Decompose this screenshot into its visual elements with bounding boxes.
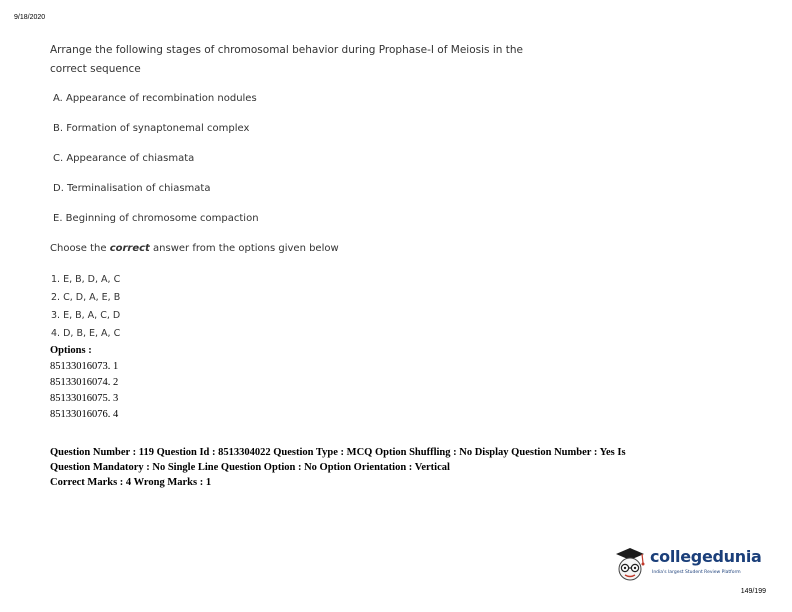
answer-option-3: 3. E, B, A, C, D [51,310,121,321]
answer-option-2: 2. C, D, A, E, B [51,292,121,303]
question-text-line-1: Arrange the following stages of chromosomal behavior during Prophase-I of Meiosis in the [50,44,523,56]
brand-name: collegedunia [650,547,762,566]
question-meta-line-3: Correct Marks : 4 Wrong Marks : 1 [50,477,212,488]
choose-prefix: Choose the [50,243,110,254]
statement-d: D. Terminalisation of chiasmata [53,183,211,194]
mascot-icon [612,545,648,585]
brand-tagline: India's largest Student Review Platform [652,570,741,575]
statement-b: B. Formation of synaptonemal complex [53,123,250,134]
question-text-line-2: correct sequence [50,63,141,75]
collegedunia-logo [612,545,772,585]
statement-e: E. Beginning of chromosome compaction [53,213,259,224]
option-code-3: 85133016075. 3 [50,393,119,404]
print-date: 9/18/2020 [14,14,46,21]
choose-emphasis: correct [109,243,150,254]
question-meta-line-1: Question Number : 119 Question Id : 8513304022 Question Type : MCQ Option Shuffling : No Display Question Number : Yes Is [50,447,626,458]
page-number: 149/199 [740,588,766,595]
statement-a: A. Appearance of recombination nodules [53,93,257,104]
option-code-2: 85133016074. 2 [50,377,119,388]
answer-option-4: 4. D, B, E, A, C [51,328,121,339]
choose-suffix: answer from the options given below [149,243,339,254]
answer-option-1: 1. E, B, D, A, C [51,274,121,285]
option-code-1: 85133016073. 1 [50,361,119,372]
statement-c: C. Appearance of chiasmata [53,153,195,164]
option-code-4: 85133016076. 4 [50,409,119,420]
choose-instruction [50,243,339,254]
question-meta-line-2: Question Mandatory : No Single Line Question Option : No Option Orientation : Vertical [50,462,450,473]
options-label: Options : [50,345,92,356]
